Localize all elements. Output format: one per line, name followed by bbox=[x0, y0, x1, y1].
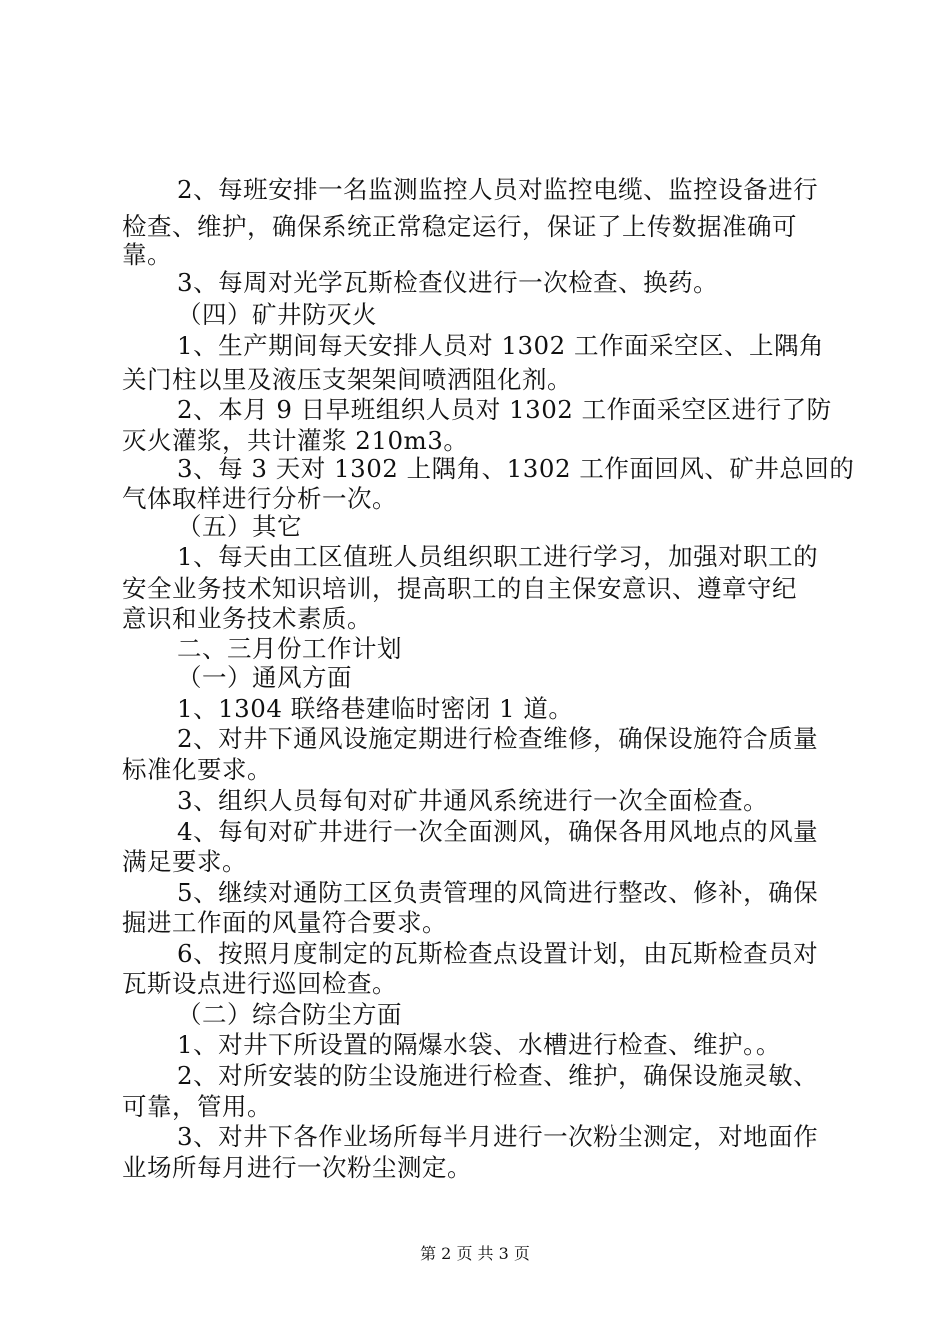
text-line: 3、每周对光学瓦斯检查仪进行一次检查、换药。 bbox=[177, 268, 719, 297]
text-line: 2、对所安装的防尘设施进行检查、维护，确保设施灵敏、 bbox=[177, 1061, 819, 1090]
text-line: 2、对井下通风设施定期进行检查维修，确保设施符合质量 bbox=[177, 724, 819, 753]
text-line: 3、每 3 天对 1302 上隅角、1302 工作面回风、矿井总回的 bbox=[177, 454, 855, 483]
text-line: 2、本月 9 日早班组织人员对 1302 工作面采空区进行了防 bbox=[177, 395, 832, 424]
text-line: 3、组织人员每旬对矿井通风系统进行一次全面检查。 bbox=[177, 786, 769, 815]
section-heading: （五）其它 bbox=[177, 512, 302, 541]
text-line: 3、对井下各作业场所每半月进行一次粉尘测定，对地面作 bbox=[177, 1122, 819, 1151]
text-line: 关门柱以里及液压支架架间喷洒阻化剂。 bbox=[122, 365, 572, 394]
text-line: 安全业务技术知识培训，提高职工的自主保安意识、遵章守纪 bbox=[122, 574, 797, 603]
text-line: 掘进工作面的风量符合要求。 bbox=[122, 908, 447, 937]
text-line: 2、每班安排一名监测监控人员对监控电缆、监控设备进行 bbox=[177, 175, 819, 204]
section-heading: （四）矿井防灭火 bbox=[177, 300, 377, 329]
section-heading: （一）通风方面 bbox=[177, 663, 352, 692]
text-line: 5、继续对通防工区负责管理的风筒进行整改、修补，确保 bbox=[177, 878, 819, 907]
text-line: 4、每旬对矿井进行一次全面测风，确保各用风地点的风量 bbox=[177, 817, 819, 846]
text-line: 意识和业务技术素质。 bbox=[122, 604, 372, 633]
text-line: 检查、维护，确保系统正常稳定运行，保证了上传数据准确可 bbox=[122, 212, 797, 241]
text-line: 气体取样进行分析一次。 bbox=[122, 484, 397, 513]
text-line: 1、1304 联络巷建临时密闭 1 道。 bbox=[177, 694, 574, 723]
text-line: 6、按照月度制定的瓦斯检查点设置计划，由瓦斯检查员对 bbox=[177, 939, 819, 968]
text-line: 1、每天由工区值班人员组织职工进行学习，加强对职工的 bbox=[177, 542, 819, 571]
text-line: 1、生产期间每天安排人员对 1302 工作面采空区、上隅角 bbox=[177, 331, 825, 360]
text-line: 可靠，管用。 bbox=[122, 1092, 272, 1121]
text-line: 靠。 bbox=[122, 240, 172, 269]
text-line: 瓦斯设点进行巡回检查。 bbox=[122, 969, 397, 998]
text-line: 灭火灌浆，共计灌浆 210m3。 bbox=[122, 426, 469, 455]
section-heading: （二）综合防尘方面 bbox=[177, 1000, 402, 1029]
text-line: 满足要求。 bbox=[122, 847, 247, 876]
text-line: 标准化要求。 bbox=[122, 755, 272, 784]
text-line: 1、对井下所设置的隔爆水袋、水槽进行检查、维护。。 bbox=[177, 1030, 781, 1059]
page-footer: 第 2 页 共 3 页 bbox=[420, 1244, 530, 1263]
text-line: 业场所每月进行一次粉尘测定。 bbox=[122, 1153, 472, 1182]
section-heading: 二、三月份工作计划 bbox=[177, 634, 402, 663]
